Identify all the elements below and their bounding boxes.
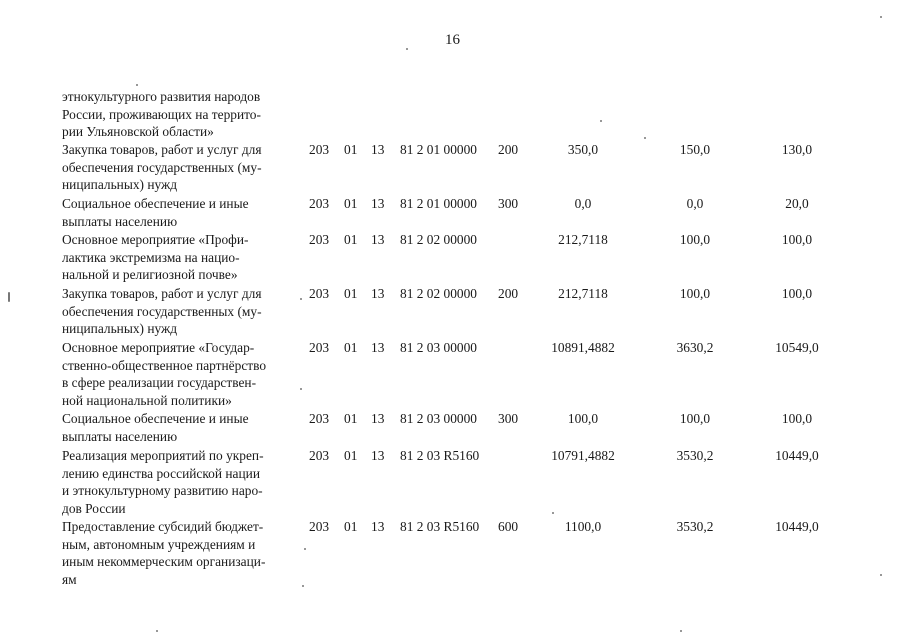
cell-csr: 81 2 01 00000	[400, 196, 477, 211]
cell-year-3: 100,0	[781, 232, 813, 247]
cell-vr: 200	[498, 286, 519, 301]
cell-vr: 300	[498, 196, 519, 211]
cell-vr: 300	[498, 411, 519, 426]
cell-section: 01	[344, 142, 358, 157]
cell-section: 01	[344, 196, 358, 211]
cell-section: 01	[344, 448, 358, 463]
cell-csr: 81 2 02 00000	[400, 232, 477, 247]
row-description: Предоставление субсидий бюджет- ным, автономным учреждениям и иным некоммерческим организаци- ям	[62, 519, 266, 587]
cell-year-2: 3630,2	[676, 340, 714, 355]
cell-subsection: 13	[371, 196, 385, 211]
cell-year-2: 100,0	[679, 232, 711, 247]
cell-subsection: 13	[371, 519, 385, 534]
cell-admin: 203	[309, 286, 330, 301]
cell-csr: 81 2 03 00000	[400, 411, 477, 426]
cell-year-2: 150,0	[679, 142, 711, 157]
cell-admin: 203	[309, 448, 330, 463]
cell-subsection: 13	[371, 340, 385, 355]
cell-year-3: 100,0	[781, 411, 813, 426]
cell-section: 01	[344, 411, 358, 426]
cell-year-1: 212,7118	[558, 286, 608, 301]
scan-speck	[600, 120, 602, 122]
cell-subsection: 13	[371, 286, 385, 301]
cell-vr: 600	[498, 519, 519, 534]
cell-year-1: 1100,0	[564, 519, 602, 534]
cell-year-1: 350,0	[567, 142, 599, 157]
scan-speck	[136, 84, 138, 86]
row-description: этнокультурного развития народов России, проживающих на террито- рии Ульяновской области»	[62, 89, 261, 139]
cell-subsection: 13	[371, 448, 385, 463]
scan-speck	[300, 298, 302, 300]
cell-year-2: 3530,2	[676, 448, 714, 463]
cell-year-3: 10449,0	[775, 448, 819, 463]
cell-csr: 81 2 02 00000	[400, 286, 477, 301]
cell-section: 01	[344, 519, 358, 534]
row-description: Закупка товаров, работ и услуг для обеспечения государственных (му- ниципальных) нужд	[62, 286, 262, 336]
page-number: 16	[445, 32, 460, 48]
cell-year-3: 20,0	[785, 196, 809, 211]
cell-year-3: 10549,0	[775, 340, 819, 355]
scan-speck	[552, 512, 554, 514]
cell-section: 01	[344, 286, 358, 301]
scan-speck	[680, 630, 682, 632]
cell-year-1: 10791,4882	[551, 448, 615, 463]
scan-speck	[644, 137, 646, 139]
cell-section: 01	[344, 340, 358, 355]
scan-speck	[300, 388, 302, 390]
cell-csr: 81 2 03 R5160	[400, 448, 480, 463]
scan-speck	[880, 574, 882, 576]
cell-year-2: 100,0	[679, 286, 711, 301]
cell-csr: 81 2 03 00000	[400, 340, 477, 355]
cell-year-2: 3530,2	[676, 519, 714, 534]
cell-year-3: 130,0	[781, 142, 813, 157]
scan-speck	[8, 292, 10, 302]
row-description: Реализация мероприятий по укреп- лению единства российской нации и этнокультурному развитию наро- дов России	[62, 448, 264, 516]
cell-section: 01	[344, 232, 358, 247]
cell-year-1: 10891,4882	[551, 340, 615, 355]
cell-admin: 203	[309, 196, 330, 211]
cell-subsection: 13	[371, 142, 385, 157]
cell-year-3: 100,0	[781, 286, 813, 301]
scan-speck	[304, 548, 306, 550]
cell-admin: 203	[309, 142, 330, 157]
scan-speck	[880, 16, 882, 18]
cell-year-2: 100,0	[679, 411, 711, 426]
cell-admin: 203	[309, 519, 330, 534]
cell-year-2: 0,0	[686, 196, 704, 211]
row-description: Закупка товаров, работ и услуг для обеспечения государственных (му- ниципальных) нужд	[62, 142, 262, 192]
row-description: Социальное обеспечение и иные выплаты населению	[62, 411, 249, 444]
cell-csr: 81 2 01 00000	[400, 142, 477, 157]
cell-year-1: 100,0	[567, 411, 599, 426]
row-description: Социальное обеспечение и иные выплаты населению	[62, 196, 249, 229]
cell-admin: 203	[309, 411, 330, 426]
cell-csr: 81 2 03 R5160	[400, 519, 480, 534]
scan-speck	[406, 48, 408, 50]
cell-year-1: 212,7118	[558, 232, 608, 247]
scan-speck	[156, 630, 158, 632]
cell-admin: 203	[309, 232, 330, 247]
row-description: Основное мероприятие «Профи- лактика экстремизма на нацио- нальной и религиозной почве»	[62, 232, 249, 282]
scan-speck	[302, 585, 304, 587]
cell-year-3: 10449,0	[775, 519, 819, 534]
cell-admin: 203	[309, 340, 330, 355]
cell-subsection: 13	[371, 411, 385, 426]
row-description: Основное мероприятие «Государ- ственно-общественное партнёрство в сфере реализации государствен- ной национальной политики»	[62, 340, 267, 408]
cell-vr: 200	[498, 142, 519, 157]
cell-year-1: 0,0	[574, 196, 592, 211]
cell-subsection: 13	[371, 232, 385, 247]
